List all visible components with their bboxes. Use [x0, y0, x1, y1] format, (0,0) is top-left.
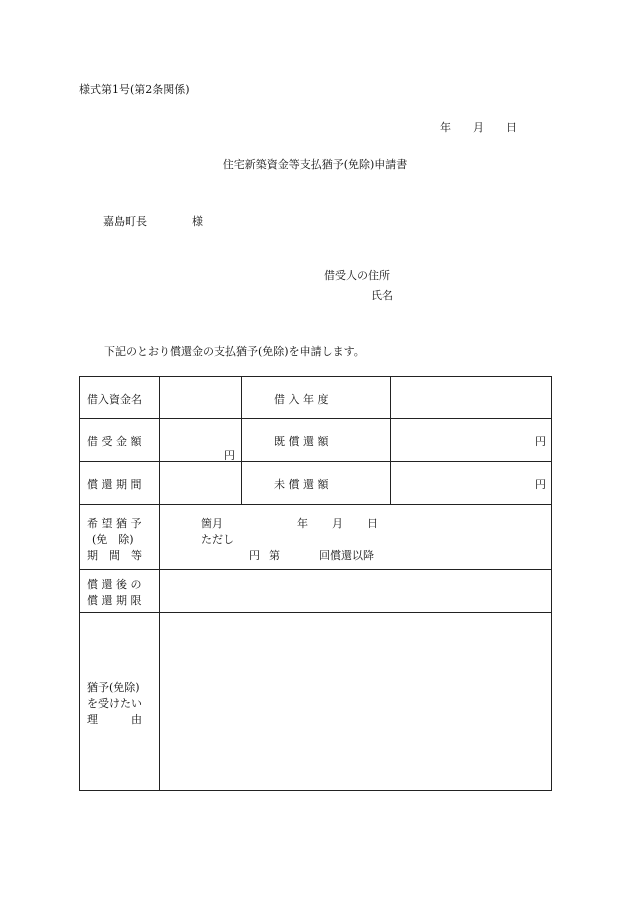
row-divider [79, 418, 552, 419]
loan-amount-label: 借 受 金 額 [87, 435, 142, 448]
document-title: 住宅新築資金等支払猶予(免除)申請書 [222, 158, 408, 171]
proviso-ordinal-label: 第 [269, 549, 280, 562]
reason-label-line3: 理 由 [87, 713, 142, 726]
deferral-period-label-line1: 希 望 猶 予 [87, 517, 142, 530]
addressee-name: 嘉島町長 [103, 215, 147, 228]
post-repayment-deadline-label-line2: 償 還 期 限 [87, 594, 142, 607]
deferral-year-label: 年 [297, 517, 308, 530]
borrower-name-label: 氏名 [371, 289, 393, 302]
application-table [79, 376, 552, 791]
form-number: 様式第1号(第2条関係) [79, 83, 190, 96]
column-divider [390, 376, 391, 504]
deferral-day-label: 日 [367, 517, 378, 530]
proviso-label: ただし [201, 533, 234, 546]
loan-fund-name-label: 借入資金名 [87, 393, 142, 406]
column-divider [159, 376, 160, 791]
reason-label-line1: 猶予(免除) [87, 681, 140, 694]
repayment-period-label: 償 還 期 間 [87, 478, 142, 491]
deferral-period-label-line3: 期 間 等 [87, 549, 142, 562]
deferral-month-label: 月 [332, 517, 343, 530]
unrepaid-amount-yen-unit: 円 [535, 478, 546, 491]
reason-label-line2: を受けたい [87, 697, 142, 710]
row-divider [79, 504, 552, 505]
row-divider [79, 569, 552, 570]
intro-text: 下記のとおり償還金の支払猶予(免除)を申請します。 [104, 345, 365, 358]
deferral-period-label-line2: (免 除) [92, 533, 134, 546]
borrower-address-label: 借受人の住所 [324, 269, 390, 282]
row-divider [79, 612, 552, 613]
repaid-amount-label: 既 償 還 額 [274, 435, 329, 448]
post-repayment-deadline-label-line1: 償 還 後 の [87, 578, 142, 591]
proviso-yen-unit: 円 [249, 549, 260, 562]
date-month-label: 月 [473, 121, 484, 134]
addressee-honorific: 様 [192, 215, 203, 228]
date-line [440, 119, 517, 135]
proviso-installment-label: 回償還以降 [319, 549, 374, 562]
unrepaid-amount-label: 未 償 還 額 [274, 478, 329, 491]
column-divider [241, 376, 242, 504]
addressee [103, 213, 203, 229]
loan-year-label: 借 入 年 度 [274, 393, 329, 406]
date-year-label: 年 [440, 121, 451, 134]
deferral-months-unit: 箇月 [201, 517, 223, 530]
row-divider [79, 461, 552, 462]
date-day-label: 日 [506, 121, 517, 134]
repaid-amount-yen-unit: 円 [535, 435, 546, 448]
loan-amount-yen-unit: 円 [224, 449, 235, 462]
